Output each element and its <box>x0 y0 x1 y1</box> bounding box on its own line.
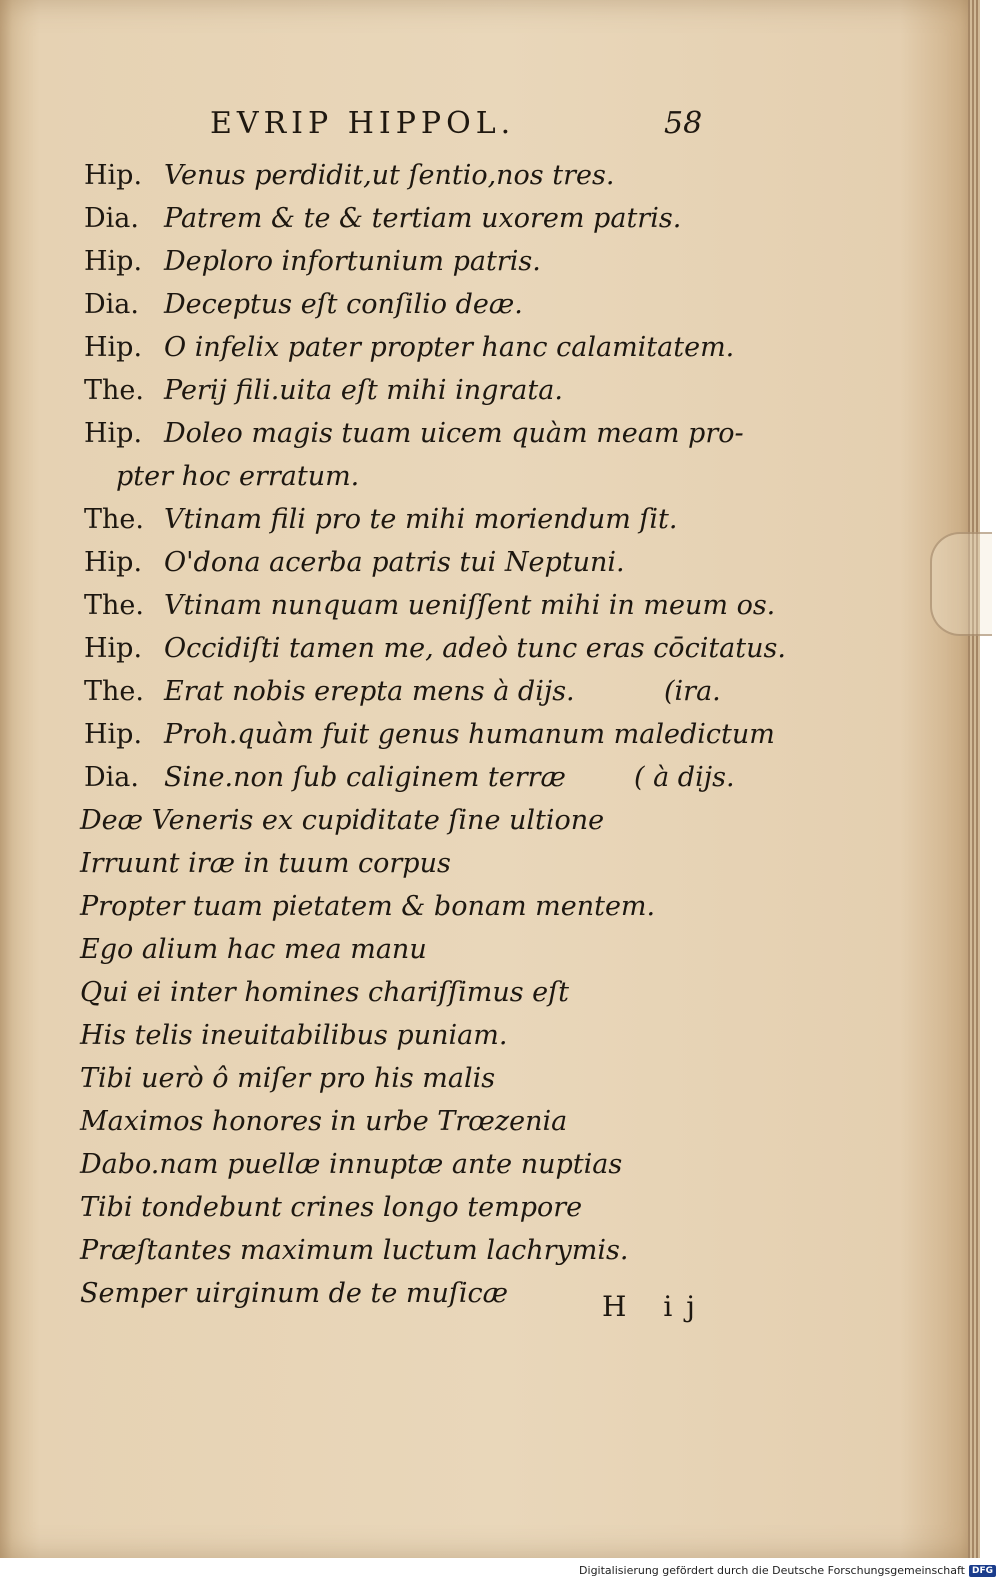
verse-line: Semper uirginum de te muſicæ <box>80 1278 509 1309</box>
line-text: Occidiſti tamen me, adeò tunc eras cōcitatus. <box>164 633 786 664</box>
speaker: Dia. <box>84 762 139 793</box>
speaker: Hip. <box>84 418 143 449</box>
verse-line: Dabo.nam puellæ innuptæ ante nuptias <box>80 1149 623 1180</box>
line-text: Erat nobis erepta mens à dijs. <box>164 676 575 707</box>
line-text: Sine.non ſub caliginem terræ <box>164 762 566 793</box>
line-text: Vtinam fili pro te mihi moriendum ſit. <box>164 504 678 535</box>
dialogue-line <box>84 418 744 462</box>
turnover-a-dijs: ( à dijs. <box>634 762 735 793</box>
line-text: Doleo magis tuam uicem quàm meam pro- <box>164 418 744 449</box>
speaker: The. <box>84 590 144 621</box>
speaker: Hip. <box>84 332 143 363</box>
dialogue-line <box>84 504 678 548</box>
line-text: Proh.quàm fuit genus humanum maledictum <box>164 719 775 750</box>
line-text: Deceptus eſt conſilio deæ. <box>164 289 523 320</box>
speaker: Hip. <box>84 719 143 750</box>
footer-credit <box>579 1564 996 1577</box>
dialogue-line <box>84 547 625 591</box>
speaker: Hip. <box>84 160 143 191</box>
dialogue-line <box>84 762 566 806</box>
speaker: Hip. <box>84 633 143 664</box>
dialogue-line <box>84 203 681 247</box>
dialogue-line <box>84 332 734 376</box>
verse-line: Tibi uerò ô miſer pro his malis <box>80 1063 496 1094</box>
verse-line: Qui ei inter homines chariſſimus eſt <box>80 977 569 1008</box>
dialogue-line <box>84 676 575 720</box>
line-text: O'dona acerba patris tui Neptuni. <box>164 547 625 578</box>
footer-credit-text: Digitalisierung gefördert durch die Deutsche Forschungsgemeinschaft <box>579 1564 965 1577</box>
dialogue-line <box>84 375 563 419</box>
speaker: Dia. <box>84 289 139 320</box>
dfg-logo: DFG <box>969 1565 996 1577</box>
running-head: EVRIP HIPPOL. <box>210 106 516 141</box>
line-text: Perij fili.uita eſt mihi ingrata. <box>164 375 563 406</box>
verse-line: Præſtantes maximum luctum lachrymis. <box>80 1235 629 1266</box>
line-continuation: pter hoc erratum. <box>116 461 360 492</box>
verse-line: Ego alium hac mea manu <box>80 934 427 965</box>
line-text: Venus perdidit,ut ſentio,nos tres. <box>164 160 615 191</box>
speaker: Hip. <box>84 246 143 277</box>
verse-line: Propter tuam pietatem & bonam mentem. <box>80 891 656 922</box>
dialogue-line <box>84 633 786 677</box>
speaker: The. <box>84 504 144 535</box>
speaker: The. <box>84 375 144 406</box>
line-text: O infelix pater propter hanc calamitatem. <box>164 332 735 363</box>
speaker: Dia. <box>84 203 139 234</box>
dialogue-line <box>84 590 775 634</box>
dialogue-line <box>84 246 541 290</box>
signature-mark: H ij <box>602 1290 709 1323</box>
line-text: Vtinam nunquam ueniſſent mihi in meum os. <box>164 590 776 621</box>
verse-line: Deæ Veneris ex cupiditate ſine ultione <box>80 805 605 836</box>
clip-mark <box>930 532 992 636</box>
page-edge <box>968 0 980 1558</box>
verse-line: His telis ineuitabilibus puniam. <box>80 1020 508 1051</box>
verse-line: Maximos honores in urbe Trœzenia <box>80 1106 568 1137</box>
verse-line: Tibi tondebunt crines longo tempore <box>80 1192 583 1223</box>
speaker: Hip. <box>84 547 143 578</box>
page-number: 58 <box>664 106 703 141</box>
dialogue-line <box>84 719 775 763</box>
line-text: Deploro infortunium patris. <box>164 246 541 277</box>
verse-line: Irruunt iræ in tuum corpus <box>80 848 451 879</box>
speaker: The. <box>84 676 144 707</box>
dialogue-line <box>84 289 523 333</box>
dialogue-line <box>84 160 614 204</box>
line-text: Patrem & te & tertiam uxorem patris. <box>164 203 682 234</box>
turnover-ira: (ira. <box>664 676 721 707</box>
